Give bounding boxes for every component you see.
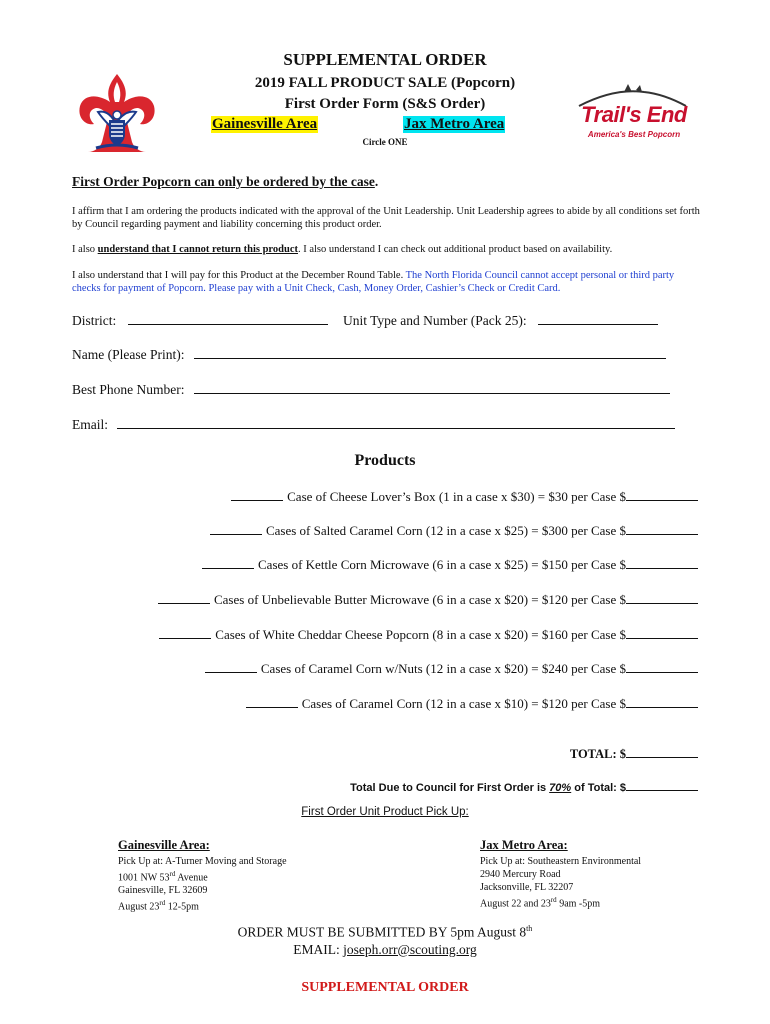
no-return-emphasis: understand that I cannot return this product bbox=[97, 244, 298, 255]
product-row bbox=[158, 591, 698, 608]
due-label-end: of Total: $ bbox=[571, 782, 626, 794]
jax-pickup-street: 2940 Mercury Road bbox=[480, 869, 561, 880]
pickup-hours: 12-5pm bbox=[165, 901, 199, 913]
form-heading: First Order Form (S&S Order) bbox=[284, 96, 486, 112]
amount-input[interactable] bbox=[626, 591, 698, 604]
quantity-input[interactable] bbox=[202, 556, 254, 569]
submission-email bbox=[0, 941, 770, 958]
return-paragraph bbox=[72, 243, 702, 256]
circle-one-note: Circle ONE bbox=[362, 137, 408, 147]
product-row bbox=[202, 556, 698, 573]
product-row bbox=[205, 660, 698, 677]
product-row bbox=[246, 695, 698, 712]
deadline-suffix: th bbox=[526, 924, 533, 933]
payment-paragraph-start: I also understand that I will pay for this Product at the December Round Table. bbox=[72, 270, 406, 281]
return-paragraph-start: I also bbox=[72, 244, 98, 255]
gainesville-pickup-time bbox=[118, 897, 287, 913]
product-description: Cases of Caramel Corn w/Nuts (12 in a case x $20) = $240 per Case $ bbox=[260, 661, 626, 676]
unit-label: Unit Type and Number (Pack 25): bbox=[343, 313, 527, 328]
email-label: Email: bbox=[72, 417, 108, 432]
street-number: 1001 NW 53 bbox=[118, 872, 170, 884]
product-row bbox=[231, 488, 698, 505]
quantity-input[interactable] bbox=[159, 626, 211, 639]
affirm-paragraph: I affirm that I am ordering the products indicated with the approval of the Unit Leadership. Unit Leadership agrees to abide by all conditions set forth by Council regarding payment and liability concerning this product order. bbox=[72, 206, 700, 230]
gainesville-pickup bbox=[118, 838, 287, 914]
pickup-date-suffix: rd bbox=[550, 896, 557, 904]
first-order-heading-period: . bbox=[374, 174, 379, 189]
district-label: District: bbox=[72, 313, 117, 328]
gainesville-pickup-title: Gainesville Area: bbox=[118, 838, 210, 852]
pickup-hours: 9am -5pm bbox=[556, 898, 601, 910]
due-input[interactable] bbox=[626, 778, 698, 791]
street-suffix: rd bbox=[169, 870, 176, 878]
payment-paragraph bbox=[72, 269, 702, 295]
trails-end-tagline: America's Best Popcorn bbox=[587, 130, 681, 139]
footer-title: SUPPLEMENTAL ORDER bbox=[301, 980, 469, 995]
pickup-date: August 23 bbox=[118, 901, 160, 913]
submission-instructions bbox=[0, 920, 770, 958]
gainesville-pickup-location: Pick Up at: A-Turner Moving and Storage bbox=[118, 856, 287, 867]
quantity-input[interactable] bbox=[205, 660, 257, 673]
amount-input[interactable] bbox=[626, 626, 698, 639]
name-input[interactable] bbox=[194, 346, 666, 359]
trails-end-brand: Trail's End bbox=[581, 102, 687, 127]
phone-label: Best Phone Number: bbox=[72, 382, 185, 397]
total-input[interactable] bbox=[626, 745, 698, 758]
quantity-input[interactable] bbox=[231, 488, 283, 501]
submission-deadline bbox=[0, 920, 770, 941]
product-description: Cases of Caramel Corn (12 in a case x $10) = $120 per Case $ bbox=[301, 696, 626, 711]
street-name: Avenue bbox=[175, 872, 208, 884]
due-percentage: 70% bbox=[549, 782, 572, 794]
first-order-heading-text: First Order Popcorn can only be ordered by the case bbox=[72, 174, 375, 189]
product-row bbox=[210, 522, 698, 539]
document-title: SUPPLEMENTAL ORDER bbox=[283, 50, 487, 69]
email-input[interactable] bbox=[117, 416, 675, 429]
return-paragraph-end: . I also understand I can check out additional product based on availability. bbox=[297, 244, 613, 255]
gainesville-pickup-street bbox=[118, 868, 287, 884]
quantity-input[interactable] bbox=[246, 695, 298, 708]
email-link[interactable]: joseph.orr@scouting.org bbox=[343, 941, 477, 957]
product-description: Cases of White Cheddar Cheese Popcorn (8 in a case x $20) = $160 per Case $ bbox=[215, 627, 626, 642]
gainesville-pickup-city: Gainesville, FL 32609 bbox=[118, 885, 208, 897]
name-row bbox=[72, 346, 666, 363]
due-row bbox=[350, 778, 698, 794]
phone-input[interactable] bbox=[194, 381, 670, 394]
jax-pickup-time bbox=[480, 894, 641, 910]
amount-input[interactable] bbox=[626, 660, 698, 673]
product-description: Case of Cheese Lover’s Box (1 in a case x $30) = $30 per Case $ bbox=[287, 489, 626, 504]
jax-pickup-city: Jacksonville, FL 32207 bbox=[480, 882, 574, 893]
jax-pickup-location: Pick Up at: Southeastern Environmental bbox=[480, 856, 642, 867]
pickup-date: August 22 and 23 bbox=[480, 898, 551, 910]
pickup-heading: First Order Unit Product Pick Up: bbox=[301, 806, 469, 818]
jax-metro-area-option[interactable]: Jax Metro Area bbox=[404, 116, 505, 132]
product-description: Cases of Salted Caramel Corn (12 in a case x $25) = $300 per Case $ bbox=[265, 523, 626, 538]
product-description: Cases of Kettle Corn Microwave (6 in a case x $25) = $150 per Case $ bbox=[258, 557, 626, 572]
quantity-input[interactable] bbox=[210, 522, 262, 535]
jax-pickup bbox=[480, 838, 641, 910]
email-row bbox=[72, 416, 675, 433]
deadline-text: ORDER MUST BE SUBMITTED BY 5pm August 8 bbox=[237, 924, 527, 940]
gainesville-area-option[interactable]: Gainesville Area bbox=[212, 116, 318, 132]
products-title: Products bbox=[354, 452, 416, 469]
amount-input[interactable] bbox=[626, 695, 698, 708]
total-row bbox=[570, 745, 698, 762]
district-row bbox=[72, 312, 658, 329]
email-prefix: EMAIL: bbox=[293, 941, 344, 957]
quantity-input[interactable] bbox=[158, 591, 210, 604]
name-label: Name (Please Print): bbox=[72, 347, 185, 362]
phone-row bbox=[72, 381, 670, 398]
amount-input[interactable] bbox=[626, 522, 698, 535]
product-description: Cases of Unbelievable Butter Microwave (6 in a case x $20) = $120 per Case $ bbox=[213, 592, 626, 607]
sale-heading: 2019 FALL PRODUCT SALE (Popcorn) bbox=[254, 75, 516, 91]
jax-pickup-title: Jax Metro Area: bbox=[480, 838, 568, 852]
first-order-heading bbox=[72, 174, 378, 190]
product-row bbox=[159, 626, 698, 643]
unit-input[interactable] bbox=[538, 312, 658, 325]
amount-input[interactable] bbox=[626, 488, 698, 501]
amount-input[interactable] bbox=[626, 556, 698, 569]
total-label: TOTAL: $ bbox=[569, 747, 626, 761]
district-input[interactable] bbox=[128, 312, 328, 325]
pickup-date-suffix: rd bbox=[159, 899, 166, 908]
due-label-start: Total Due to Council for First Order is bbox=[350, 782, 550, 794]
payment-methods-note: The North Florida Council cannot accept personal or third party checks for payment of Popcorn. Please pay with a Unit Check, Cash, Money Order, Cashier’s Check or Credit Card. bbox=[72, 270, 675, 294]
